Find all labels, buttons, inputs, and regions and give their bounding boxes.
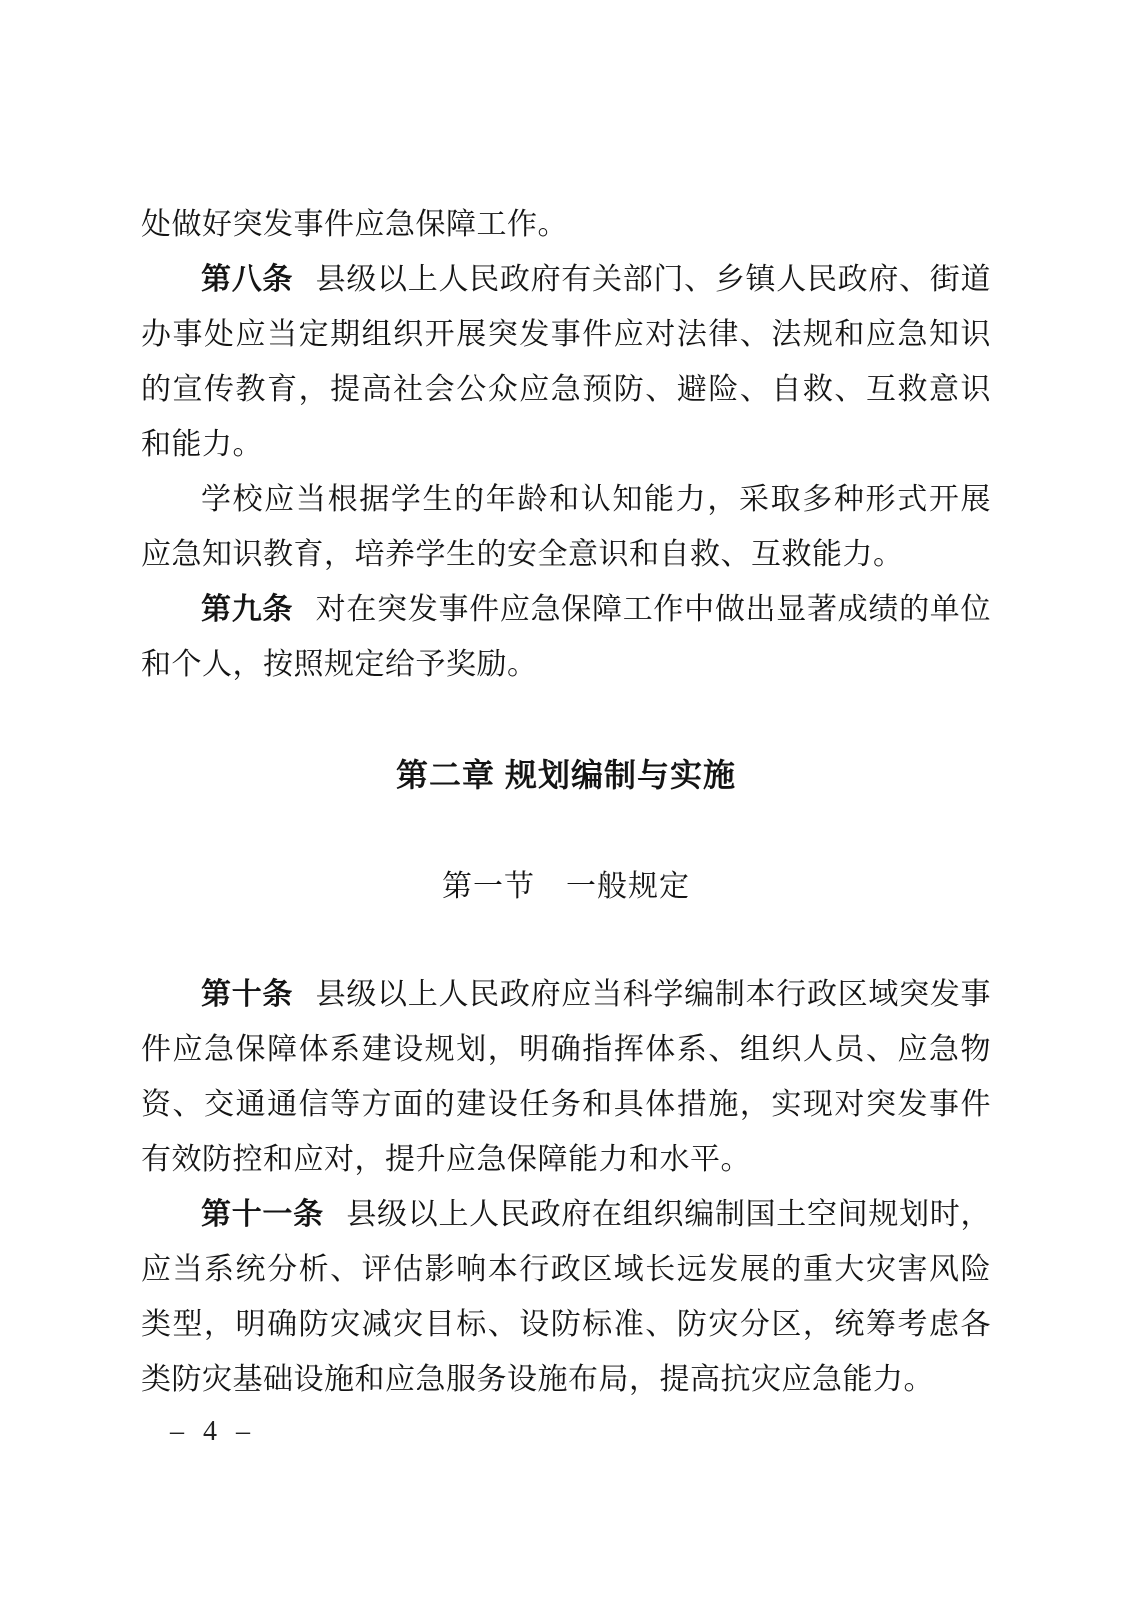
- article-10-text: 县级以上人民政府应当科学编制本行政区域突发事件应急保障体系建设规划，明确指挥体系、组织人员、应急物资、交通通信等方面的建设任务和具体措施，实现对突发事件有效防控和应对，提升应急保障能力和水平。: [141, 978, 991, 1176]
- article-11-text: 县级以上人民政府在组织编制国土空间规划时，应当系统分析、评估影响本行政区域长远发展的重大灾害风险类型，明确防灾减灾目标、设防标准、防灾分区，统筹考虑各类防灾基础设施和应急服务设施布局，提高抗灾应急能力。: [141, 1198, 992, 1396]
- article-8-number: 第八条: [201, 263, 294, 296]
- paragraph-article-8: [141, 252, 991, 472]
- page-number: – 4 –: [170, 1416, 256, 1447]
- article-9-number: 第九条: [201, 593, 294, 626]
- paragraph-continuation: [141, 197, 991, 252]
- section-1-heading: 第一节 一般规定: [442, 870, 690, 903]
- chapter-2-heading: 第二章 规划编制与实施: [396, 757, 736, 793]
- article-10-number: 第十条: [201, 978, 294, 1011]
- paragraph-article-11: [141, 1187, 991, 1407]
- article-8-text: 县级以上人民政府有关部门、乡镇人民政府、街道办事处应当定期组织开展突发事件应对法律、法规和应急知识的宣传教育，提高社会公众应急预防、避险、自救、互救意识和能力。: [141, 263, 991, 461]
- document-content: [141, 197, 991, 1407]
- paragraph-school-education: [141, 472, 991, 582]
- school-education-text: 学校应当根据学生的年龄和认知能力，采取多种形式开展应急知识教育，培养学生的安全意识和自救、互救能力。: [141, 483, 991, 571]
- paragraph-continuation-text: 处做好突发事件应急保障工作。: [141, 208, 568, 241]
- paragraph-article-10: [141, 967, 991, 1187]
- article-11-number: 第十一条: [201, 1198, 324, 1231]
- paragraph-article-9: [141, 582, 991, 692]
- article-9-text: 对在突发事件应急保障工作中做出显著成绩的单位和个人，按照规定给予奖励。: [141, 593, 991, 681]
